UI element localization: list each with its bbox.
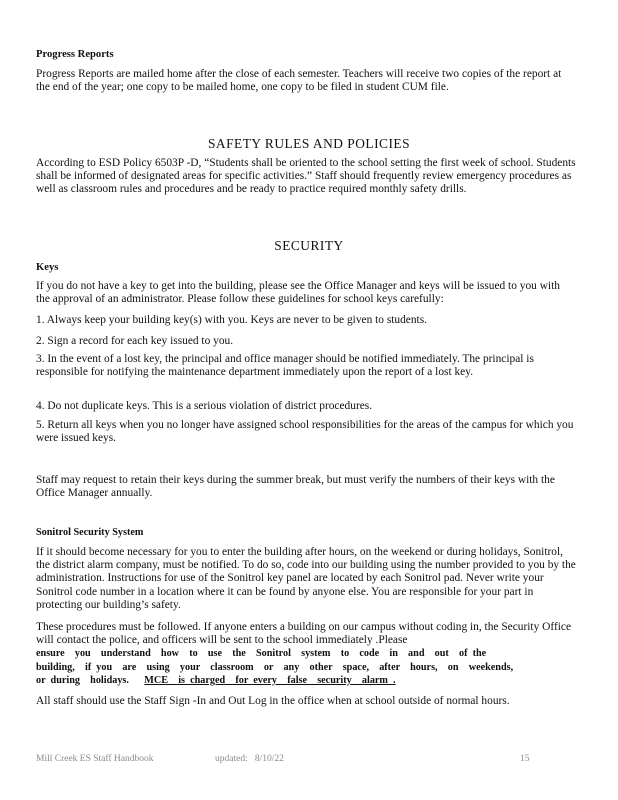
sonitrol-bold-last-text: or during holidays. <box>36 674 129 686</box>
progress-reports-text: Progress Reports are mailed home after the close of each semester. Teachers will receive two copies of the report at the end of the year; one copy to be mailed home, one copy to be filed in student CUM file. <box>36 68 562 94</box>
footer-page-number: 15 <box>520 754 530 764</box>
sonitrol-heading: Sonitrol Security System <box>36 527 144 538</box>
list-item: 4. Do not duplicate keys. This is a serious violation of district procedures. <box>36 400 373 412</box>
list-item: 3. In the event of a lost key, the principal and office manager should be notified immediately. The principal is responsible for notifying the maintenance department immediately upon the report of a lost key. <box>36 353 534 379</box>
keys-item-1 <box>36 314 576 327</box>
keys-item-3 <box>36 353 576 379</box>
sonitrol-bold-line-3 <box>36 674 576 687</box>
sonitrol-paragraph-2-text: These procedures must be followed. If anyone enters a building on our campus without coding in, the Security Office will contact the police, and officers will be sent to the school immediately .Please <box>36 621 572 647</box>
keys-intro-text: If you do not have a key to get into the building, please see the Office Manager and keys will be issued to you with the approval of an administrator. Please follow these guidelines for school keys carefully: <box>36 280 560 306</box>
safety-heading: SAFETY RULES AND POLICIES <box>207 136 411 151</box>
security-heading: SECURITY <box>274 238 344 253</box>
keys-heading: Keys <box>36 262 59 273</box>
list-item: 2. Sign a record for each key issued to you. <box>36 335 234 347</box>
keys-summer-note <box>36 474 576 500</box>
progress-reports-body <box>36 68 576 94</box>
keys-intro <box>36 280 576 306</box>
keys-item-2 <box>36 335 576 348</box>
sonitrol-paragraph-2 <box>36 621 576 687</box>
sonitrol-paragraph-1-text: If it should become necessary for you to enter the building after hours, on the weekend or during holidays, Sonitrol, the district alarm company, must be notified. To do so, code into our building using the number provided to you by the administration. Instructions for use of the Sonitrol key panel are located by each Sonitrol pad. Never write your Sonitrol code number in a location where it can be found by anyone else. You are responsible for your part in protecting our building’s safety. <box>36 546 576 611</box>
list-item: 1. Always keep your building key(s) with you. Keys are never to be given to students. <box>36 314 428 326</box>
sonitrol-paragraph-1 <box>36 546 576 612</box>
keys-item-4 <box>36 400 576 413</box>
sonitrol-paragraph-3-text: All staff should use the Staff Sign -In and Out Log in the office when at school outside of normal hours. <box>36 695 510 707</box>
footer-updated-date: updated: 8/10/22 <box>215 754 284 764</box>
sonitrol-bold-line-2: building, if you are using your classroom or any other space, after hours, on weekends, <box>36 661 514 673</box>
keys-summer-text: Staff may request to retain their keys during the summer break, but must verify the numbers of their keys with the Office Manager annually. <box>36 474 555 500</box>
list-item: 5. Return all keys when you no longer have assigned school responsibilities for the areas of the campus for which you were issued keys. <box>36 419 574 445</box>
progress-reports-heading: Progress Reports <box>36 49 114 60</box>
false-alarm-charge-notice: MCE is charged for every false security alarm . <box>144 674 396 686</box>
safety-text: According to ESD Policy 6503P -D, “Students shall be oriented to the school setting the first week of school. Students shall be informed of designated areas for specific activities.” Staff should frequently review emergency procedures as well as classroom rules and procedures and be ready to practice required monthly safety drills. <box>36 157 576 196</box>
footer-title: Mill Creek ES Staff Handbook <box>36 754 154 764</box>
sonitrol-bold-line-1: ensure you understand how to use the Sonitrol system to code in and out of the <box>36 648 487 660</box>
safety-body <box>36 157 576 197</box>
keys-item-5 <box>36 419 576 445</box>
sonitrol-paragraph-3 <box>36 695 576 708</box>
